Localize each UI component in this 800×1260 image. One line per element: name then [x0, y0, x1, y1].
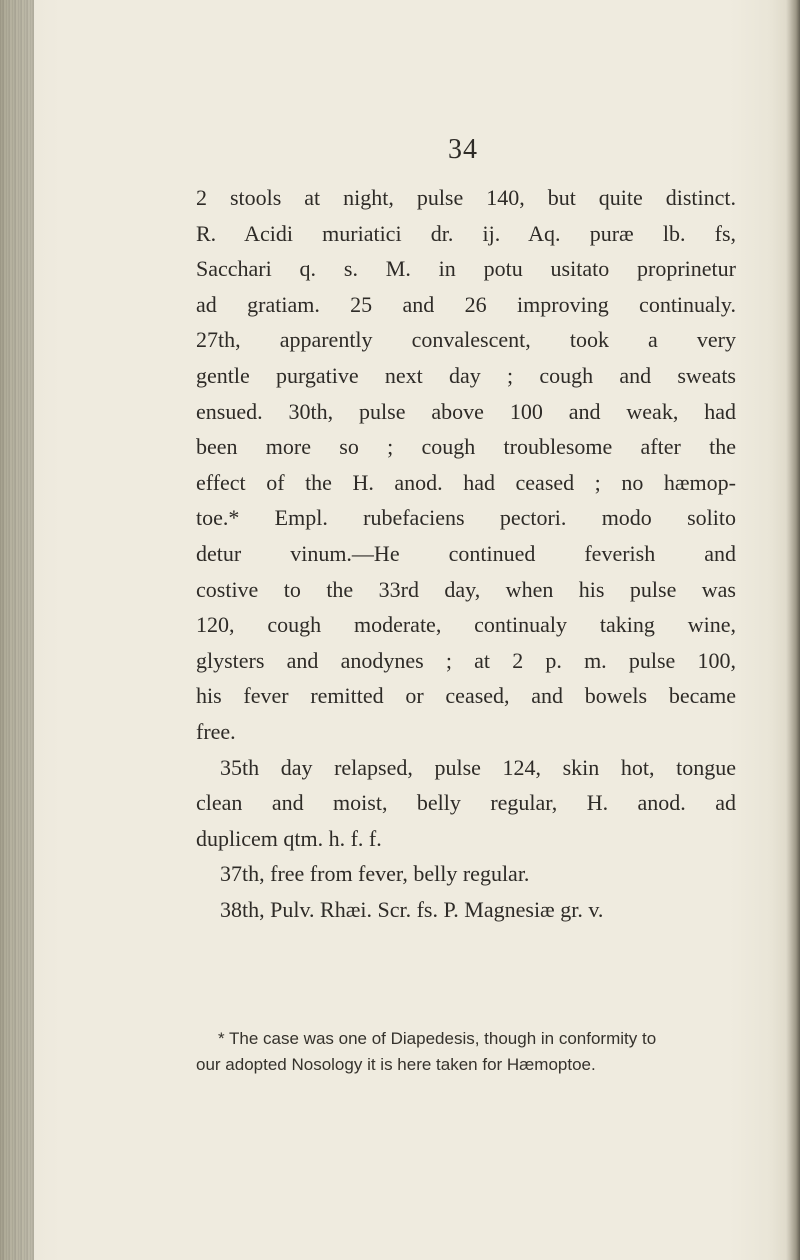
- text-line: duplicem qtm. h. f. f.: [196, 825, 382, 851]
- text-line: costive to the 33rd day, when his pulse was: [196, 576, 736, 602]
- text-line: 120, cough moderate, continualy taking wine,: [196, 612, 736, 638]
- text-line: 38th, Pulv. Rhæi. Scr. fs. P. Magnesiæ gr. v.: [220, 896, 604, 922]
- text-line: ad gratiam. 25 and 26 improving continualy.: [196, 291, 736, 317]
- text-line: been more so ; cough troublesome after the: [196, 434, 736, 460]
- text-line: gentle purgative next day ; cough and sweats: [196, 362, 736, 388]
- text-line: detur vinum.—He continued feverish and: [196, 540, 736, 566]
- text-line: toe.* Empl. rubefaciens pectori. modo solito: [196, 505, 736, 531]
- body-text: [196, 180, 736, 927]
- text-line: 35th day relapsed, pulse 124, skin hot, tongue: [220, 754, 736, 780]
- text-line: 37th, free from fever, belly regular.: [220, 861, 530, 887]
- text-line: Sacchari q. s. M. in potu usitato proprinetur: [196, 256, 736, 282]
- text-line: 27th, apparently convalescent, took a very: [196, 327, 736, 353]
- text-line: free.: [196, 718, 236, 744]
- text-line: 2 stools at night, pulse 140, but quite distinct.: [196, 185, 736, 210]
- page-number: 34: [448, 134, 478, 165]
- text-line: glysters and anodynes ; at 2 p. m. pulse 100,: [196, 647, 736, 673]
- text-line: clean and moist, belly regular, H. anod. ad: [196, 790, 736, 816]
- page-edge-shadow: [786, 0, 800, 1260]
- footnote-line: our adopted Nosology it is here taken for Hæmoptoe.: [196, 1055, 596, 1074]
- text-line: effect of the H. anod. had ceased ; no hæmop-: [196, 469, 736, 495]
- footnote-line: * The case was one of Diapedesis, though in conformity to: [218, 1029, 657, 1048]
- text-line: his fever remitted or ceased, and bowels became: [196, 683, 736, 709]
- book-binding-edge: [0, 0, 34, 1260]
- text-line: R. Acidi muriatici dr. ij. Aq. puræ lb. fs,: [196, 220, 736, 246]
- text-line: ensued. 30th, pulse above 100 and weak, had: [196, 398, 736, 424]
- footnote: [196, 1026, 736, 1078]
